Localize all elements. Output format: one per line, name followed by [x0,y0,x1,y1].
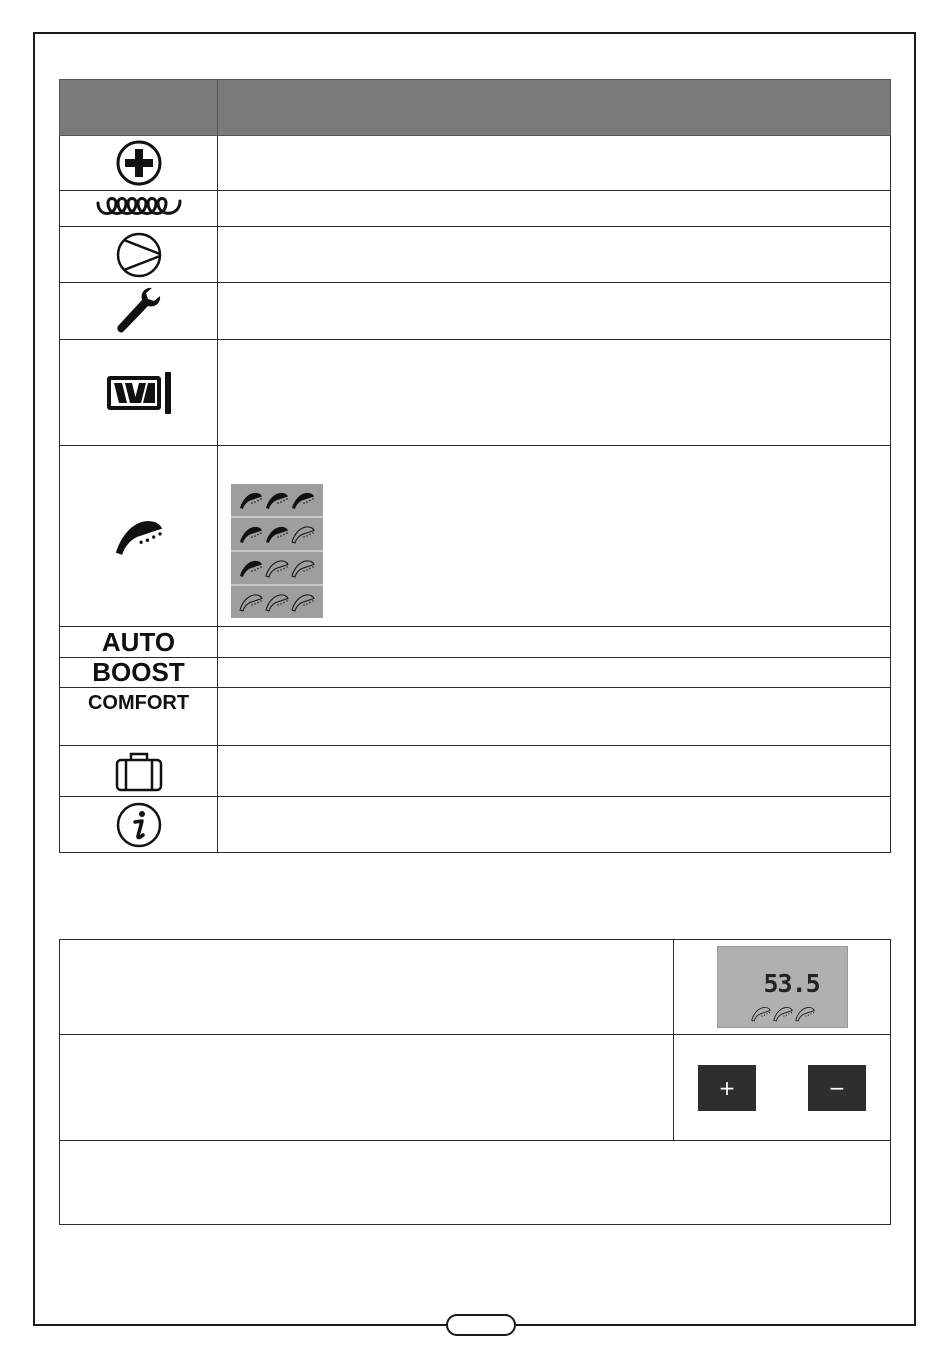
shower-solid-icon [238,490,264,510]
heating-bar-icon [104,370,174,416]
legend-description [218,136,891,191]
legend-row-plus [60,136,891,191]
lcd-shower-level [750,1005,816,1022]
shower-outline-icon [794,1005,816,1022]
boost-label: BOOST [92,657,185,687]
controls-row-display [60,940,891,1035]
legend-row-suitcase [60,746,891,797]
controls-note [60,1141,891,1225]
shower-solid-icon [264,524,290,544]
shower-solid-icon [264,490,290,510]
legend-table [59,79,891,853]
symbol-column-header [60,80,218,136]
shower-solid-icon [290,490,316,510]
legend-description [218,191,891,227]
page-number-tab [446,1314,516,1336]
legend-row-heating-element [60,191,891,227]
controls-description [60,1035,674,1141]
legend-description [218,627,891,658]
shower-outline-icon [238,592,264,612]
description-column-header [218,80,891,136]
legend-row-auto [60,627,891,658]
controls-table [59,939,891,1225]
info-icon [114,800,164,850]
legend-row-wrench [60,283,891,340]
comfort-label: COMFORT [87,692,190,714]
plus-circle-icon [114,138,164,188]
minus-button[interactable]: − [808,1065,866,1111]
suitcase-icon [114,750,164,792]
controls-row-buttons [60,1035,891,1141]
legend-row-shower [60,446,891,627]
shower-solid-icon [238,524,264,544]
shower-outline-icon [290,592,316,612]
lcd-display [717,946,848,1028]
legend-description [218,797,891,853]
legend-description [218,283,891,340]
wrench-icon [112,284,166,338]
shower-level-3 [231,484,323,518]
shower-solid-icon [238,558,264,578]
legend-description [218,746,891,797]
legend-row-boost [60,658,891,688]
legend-description [218,658,891,688]
legend-row-info [60,797,891,853]
shower-level-1 [231,552,323,586]
legend-row-compressor [60,227,891,283]
plus-button[interactable]: + [698,1065,756,1111]
auto-label: AUTO [101,626,176,657]
lcd-digits: 53.5 [763,969,820,998]
compressor-icon [114,230,164,280]
shower-outline-icon [750,1005,772,1022]
legend-description [218,688,891,746]
shower-level-chart [231,484,323,618]
controls-row-note [60,1141,891,1225]
shower-outline-icon [290,558,316,578]
shower-level-0 [231,586,323,618]
legend-description [218,340,891,446]
heating-element-icon [96,195,182,223]
shower-outline-icon [290,524,316,544]
shower-level-2 [231,518,323,552]
legend-header-row [60,80,891,136]
shower-outline-icon [772,1005,794,1022]
legend-row-heating-bar [60,340,891,446]
controls-description [60,940,674,1035]
shower-head-icon [109,515,169,557]
legend-description [218,227,891,283]
shower-outline-icon [264,592,290,612]
legend-row-comfort [60,688,891,746]
shower-outline-icon [264,558,290,578]
